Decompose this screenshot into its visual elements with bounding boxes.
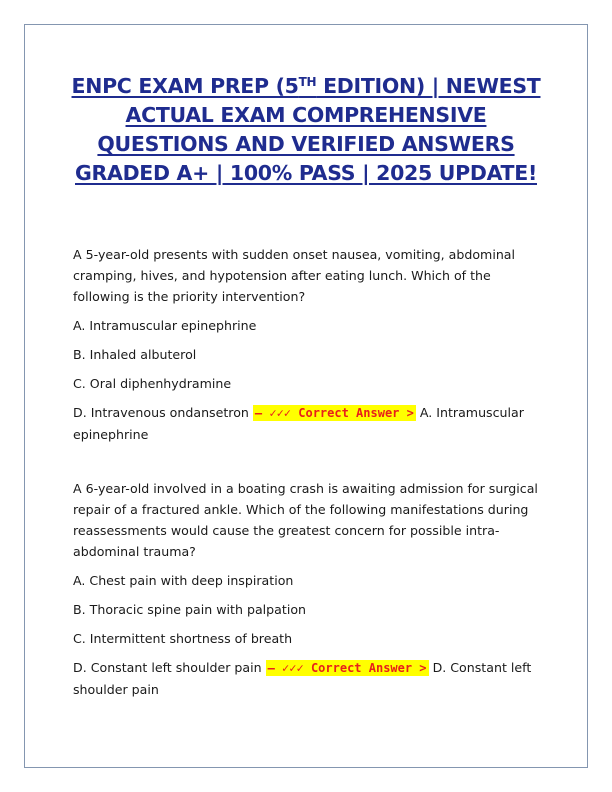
option-d: D. Constant left shoulder pain [73, 660, 262, 675]
question-text: A 5-year-old presents with sudden onset nausea, vomiting, abdominal cramping, hives, and hypotension after eating lunch. Which of the following is the priority intervention? [73, 247, 516, 304]
option-a: A. Intramuscular epinephrine [73, 318, 257, 333]
option-c: C. Oral diphenhydramine [73, 376, 232, 391]
option-d-with-answer [73, 657, 551, 700]
option-c: C. Intermittent shortness of breath [73, 631, 293, 646]
option-b: B. Thoracic spine pain with palpation [73, 602, 307, 617]
option-a: A. Chest pain with deep inspiration [73, 573, 294, 588]
correct-answer-text: A. Intramuscular epinephrine [73, 405, 524, 442]
title-line-1: ENPC EXAM PREP (5TH EDITION) | NEWEST [71, 74, 541, 98]
option-b: B. Inhaled albuterol [73, 347, 197, 362]
questions-content [73, 244, 551, 700]
question-block-2 [73, 478, 551, 700]
correct-answer-marker: – ✓✓✓ Correct Answer > [254, 406, 414, 420]
option-d-with-answer [73, 402, 551, 445]
correct-answer-marker: – ✓✓✓ Correct Answer > [267, 661, 427, 675]
title-line-2: ACTUAL EXAM COMPREHENSIVE [125, 103, 487, 127]
title-line-4: GRADED A+ | 100% PASS | 2025 UPDATE! [75, 161, 537, 185]
correct-answer-text: D. Constant left shoulder pain [73, 660, 532, 697]
title-line-3: QUESTIONS AND VERIFIED ANSWERS [97, 132, 515, 156]
question-block-1 [73, 244, 551, 445]
document-title [48, 72, 564, 188]
option-d: D. Intravenous ondansetron [73, 405, 249, 420]
question-text: A 6-year-old involved in a boating crash is awaiting admission for surgical repair of a fractured ankle. Which of the following manifestations during reassessments would cause the greatest concern for possible intra-abdominal trauma? [73, 481, 538, 559]
